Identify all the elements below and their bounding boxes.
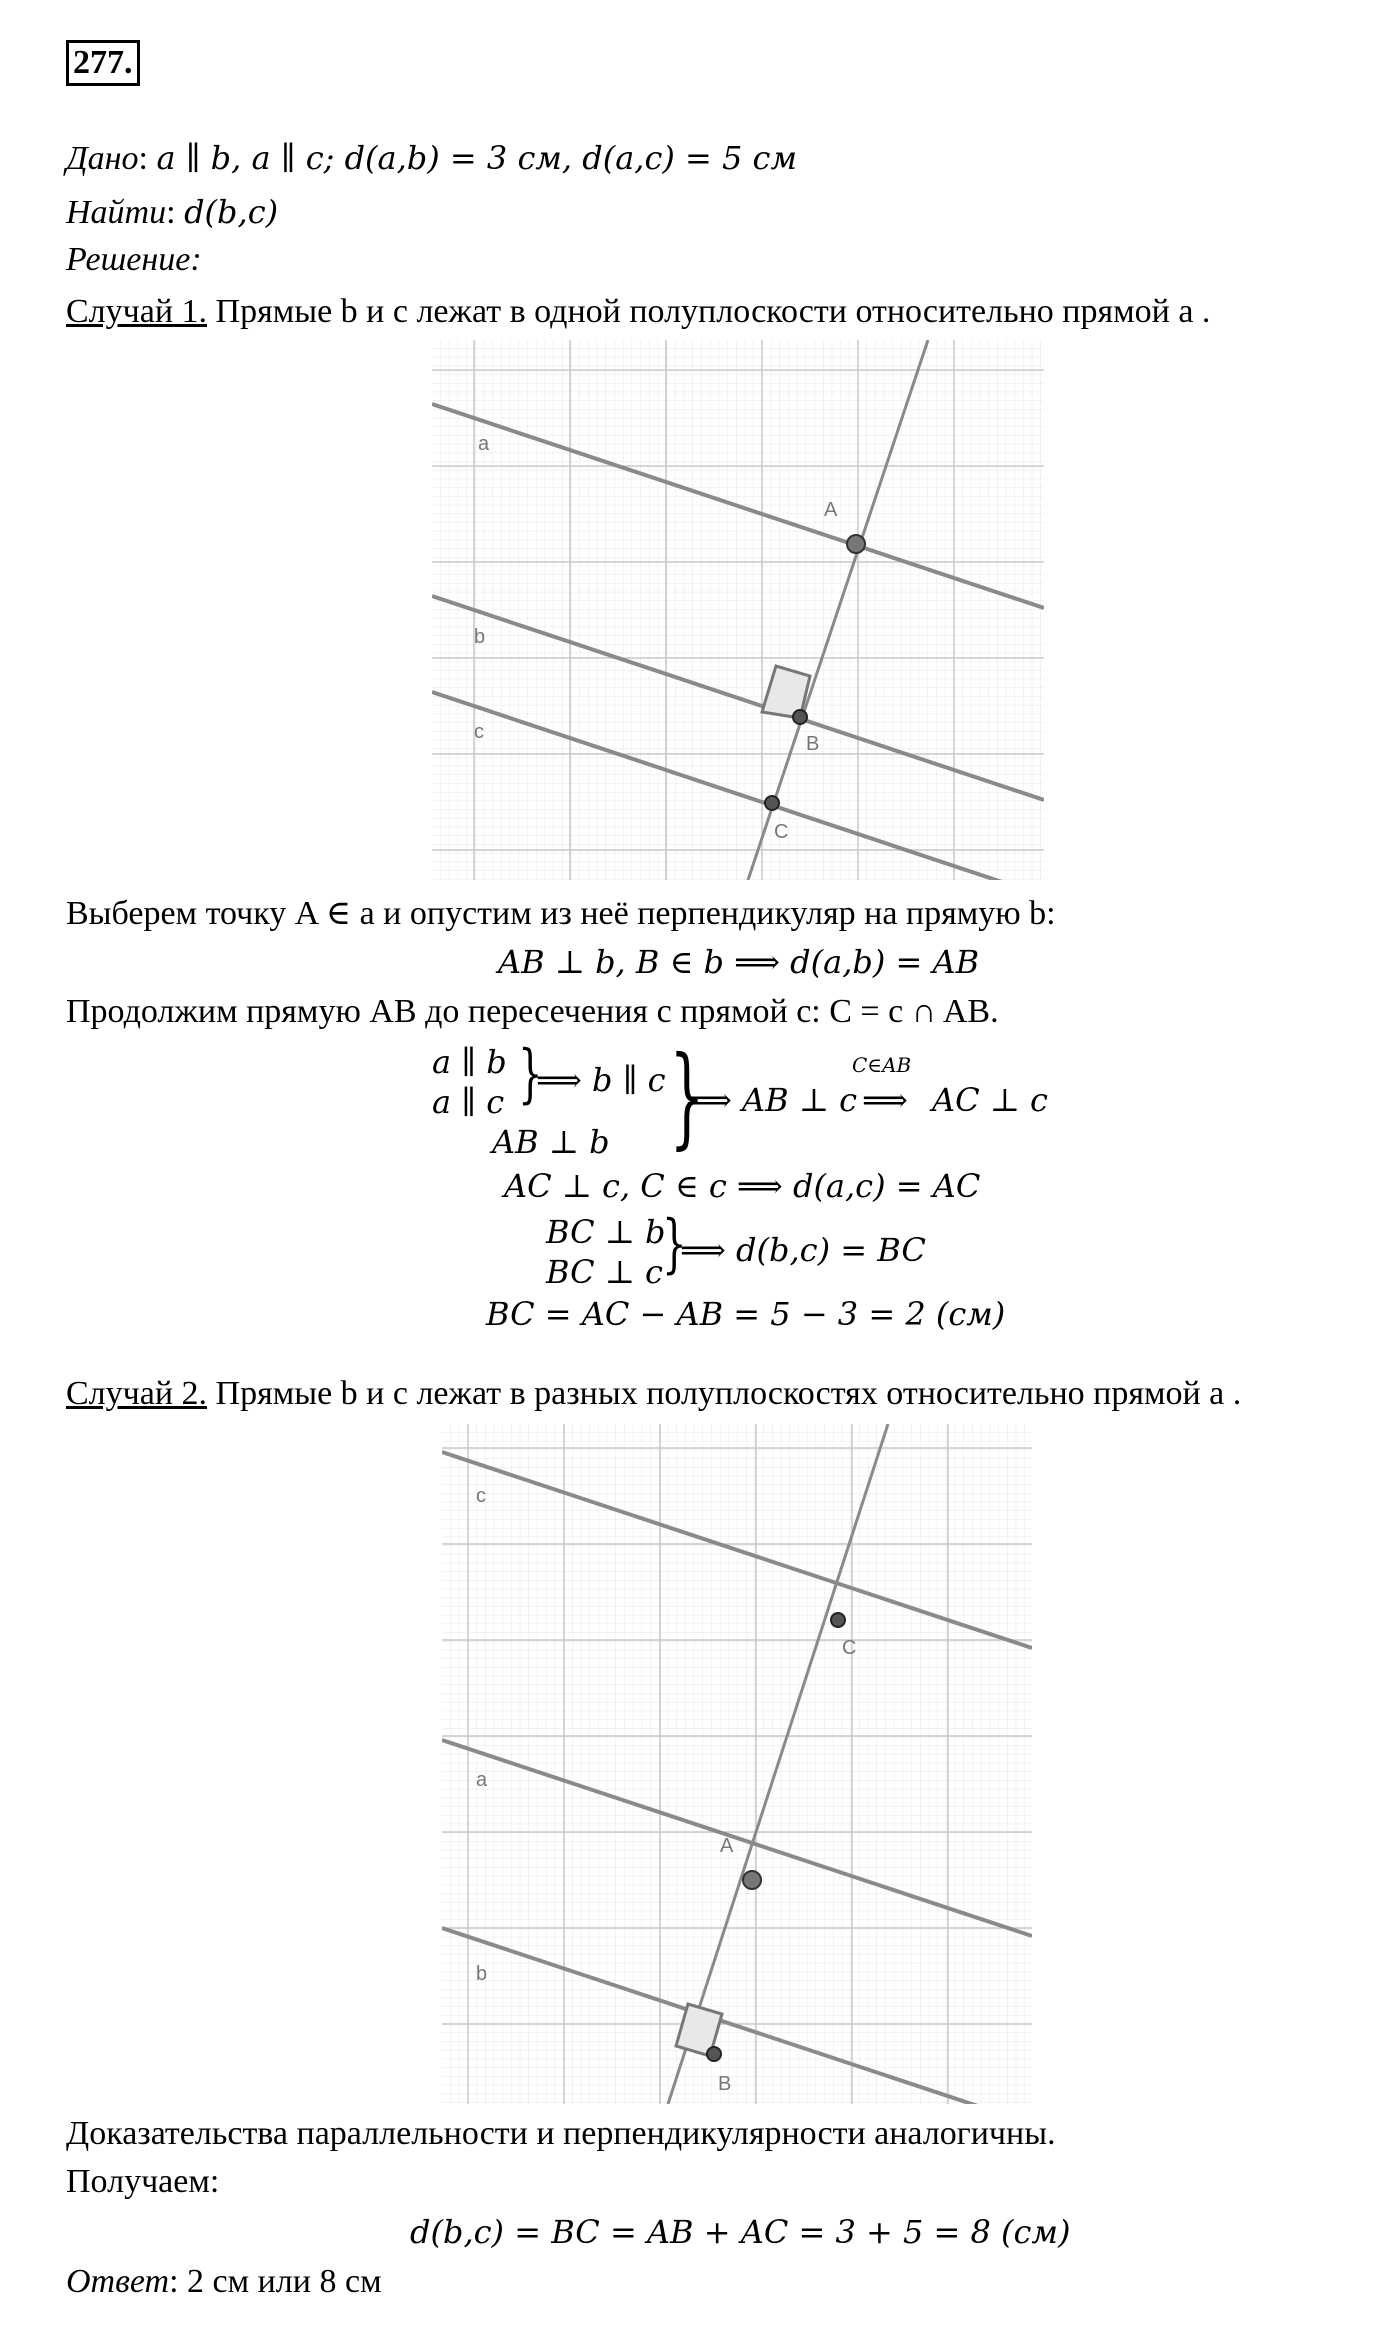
label-a: a [476,1769,488,1791]
step3: Доказательства параллельности и перпендикулярности аналогичны. [66,2115,1056,2152]
answer-label: Ответ [66,2263,170,2300]
label-c: c [476,1485,486,1507]
grid-minor [432,340,1044,880]
eq3: BC = AC − AB = 5 − 3 = 2 (см) [486,1295,1006,1333]
sys2-l2: BC ⊥ c [546,1253,663,1291]
sys1-res: AC ⊥ c [932,1081,1048,1119]
label-b: b [474,626,486,648]
grid-minor [442,1424,1032,2104]
find-text: d(b,c) [184,193,279,231]
sys1-l1: a ∥ b [432,1043,507,1081]
point-C [831,1613,845,1627]
case1-line [66,290,1210,334]
figure-case2 [442,1424,1032,2104]
eq1: AB ⊥ b, B ∈ b ⟹ d(a,b) = AB [498,943,980,981]
problem-number: 277. [66,40,140,86]
eq2: AC ⊥ c, C ∈ c ⟹ d(a,c) = AC [504,1167,981,1205]
label-C: C [842,1637,857,1659]
sys1-arrow: ⟹ [862,1081,908,1119]
given-text: a ∥ b, a ∥ c; d(a,b) = 3 см, d(a,c) = 5 см [156,139,797,177]
find-line: Найти: d(b,c) [66,193,279,231]
case1-title: Случай 1. [66,293,208,330]
eq4: d(b,c) = BC = AB + AC = 3 + 5 = 8 (см) [410,2213,1071,2251]
label-C: C [774,821,789,843]
case1-text: Прямые b и c лежат в одной полуплоскости относительно прямой a . [215,293,1211,330]
sys2-brace: } [662,1207,687,1281]
solution-label: Решение: [66,241,202,278]
point-B [707,2047,721,2061]
label-A: A [824,499,838,521]
answer-line [66,2260,382,2304]
step1: Выберем точку A ∈ a и опустим из неё перпендикуляр на прямую b: [66,895,1056,932]
point-B [793,710,807,724]
label-b: b [476,1963,488,1985]
case2-title: Случай 2. [66,1375,208,1412]
label-A: A [720,1835,734,1857]
sys1-right: ⟹ AB ⊥ c [686,1081,858,1119]
label-B: B [806,733,820,755]
find-label: Найти [66,194,167,231]
case2-text: Прямые b и c лежат в разных полуплоскостях относительно прямой a . [215,1375,1242,1412]
point-A [743,1871,761,1889]
sys1-l2: a ∥ c [432,1083,505,1121]
step2: Продолжим прямую AB до пересечения с прямой c: C = c ∩ AB. [66,993,999,1030]
label-c: c [474,721,484,743]
given-label: Дано [66,140,139,177]
point-A [847,535,865,553]
step4: Получаем: [66,2163,220,2200]
sys2-right: ⟹ d(b,c) = BC [680,1231,926,1269]
label-B: B [718,2073,732,2095]
figure-case1 [432,340,1044,880]
sys1-outer-brace: } [669,1032,705,1160]
sys2-l1: BC ⊥ b [546,1213,666,1251]
sys1-over: C∈AB [852,1053,912,1077]
sys1-l3: AB ⊥ b [492,1123,610,1161]
label-a: a [478,433,490,455]
answer-text: : 2 см или 8 см [169,2263,382,2300]
point-C [765,796,779,810]
sys1-inner-brace: } [518,1037,543,1111]
case2-line [66,1372,1241,1416]
given-line: Дано: a ∥ b, a ∥ c; d(a,b) = 3 см, d(a,c) = 5 см [66,139,797,177]
sys1-l1r: ⟹ b ∥ c [536,1061,666,1099]
